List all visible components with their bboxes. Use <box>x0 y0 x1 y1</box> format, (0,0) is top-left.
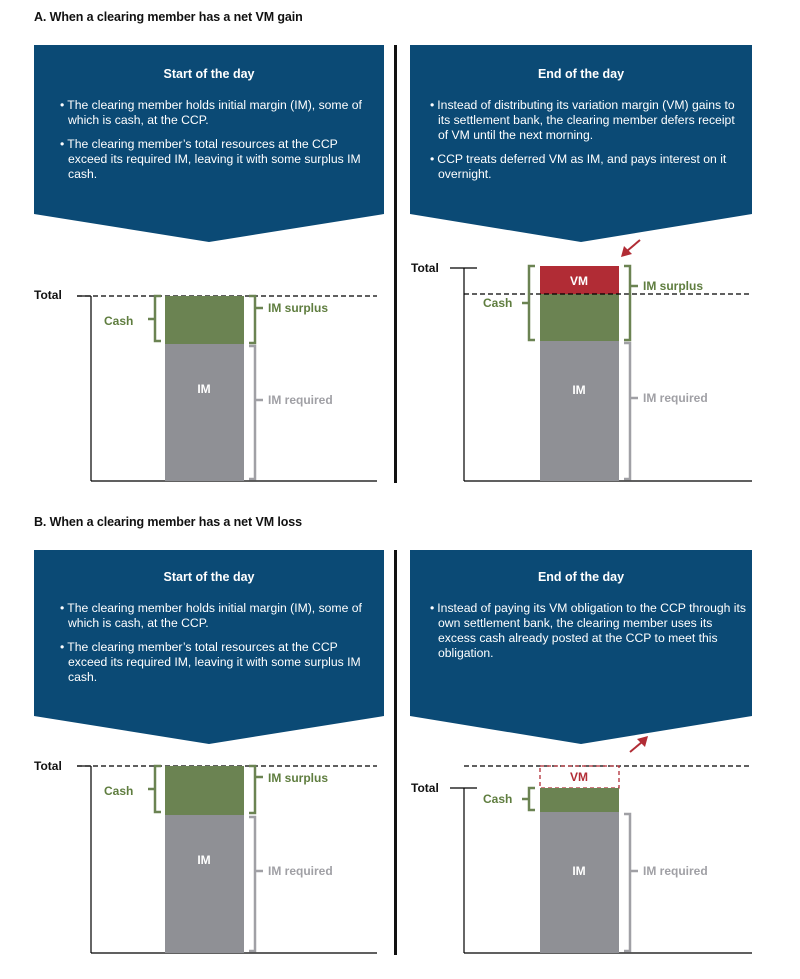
im-label: IM <box>572 383 586 397</box>
im-label: IM <box>197 382 211 396</box>
bullet-text: • The clearing member’s total resources at the CCP exceed its required IM, leaving it with some surplus IM cash. <box>60 640 370 685</box>
im-required-brace <box>624 814 638 951</box>
total-label: Total <box>34 288 62 302</box>
bullet-text: • The clearing member’s total resources at the CCP exceed its required IM, leaving it with some surplus IM cash. <box>60 137 365 182</box>
cash-bar <box>165 296 244 344</box>
box-bullets <box>430 601 748 670</box>
im-required-label: IM required <box>643 391 708 405</box>
im-label: IM <box>197 853 211 867</box>
im-required-label: IM required <box>268 393 333 407</box>
im-bar <box>165 344 244 481</box>
arrow-in <box>627 240 640 251</box>
im-surplus-label: IM surplus <box>268 301 329 315</box>
box-heading: Start of the day <box>163 570 255 584</box>
cash-brace <box>148 766 161 812</box>
chart-a-end <box>450 240 752 481</box>
total-label: Total <box>411 261 439 275</box>
im-surplus-brace <box>249 296 263 343</box>
bullet-text: • Instead of paying its VM obligation to the CCP through its own settlement bank, the clearing member uses its excess cash already posted at the CCP to meet this obligation. <box>430 601 748 661</box>
im-required-brace <box>249 346 263 479</box>
im-required-brace <box>249 817 263 951</box>
bullet-text: • CCP treats deferred VM as IM, and pays interest on it overnight. <box>430 152 735 182</box>
im-bar <box>540 812 619 953</box>
box-heading: End of the day <box>537 570 625 584</box>
cash-brace <box>522 266 535 340</box>
box-heading: Start of the day <box>163 67 255 81</box>
arrow-out <box>630 742 642 752</box>
section-b-title: B. When a clearing member has a net VM loss <box>34 515 303 529</box>
cash-bar <box>165 766 244 815</box>
im-bar <box>540 341 619 481</box>
box-bullets <box>60 98 365 191</box>
im-label: IM <box>572 864 586 878</box>
box-bullets <box>430 98 735 191</box>
cash-label: Cash <box>104 784 134 798</box>
vm-label: VM <box>570 770 588 784</box>
im-surplus-brace <box>624 266 638 340</box>
total-label: Total <box>411 781 439 795</box>
cash-label: Cash <box>483 792 513 806</box>
bullet-text: • Instead of distributing its variation margin (VM) gains to its settlement bank, the clearing member defers receipt of VM until the next morning. <box>430 98 735 143</box>
cash-label: Cash <box>483 296 513 310</box>
im-surplus-label: IM surplus <box>643 279 704 293</box>
vm-label: VM <box>570 274 588 288</box>
cash-label: Cash <box>104 314 134 328</box>
section-a-title: A. When a clearing member has a net VM gain <box>34 10 303 24</box>
im-surplus-brace <box>249 766 263 813</box>
total-label: Total <box>34 759 62 773</box>
bullet-text: • The clearing member holds initial margin (IM), some of which is cash, at the CCP. <box>60 601 370 631</box>
box-bullets <box>60 601 370 694</box>
im-required-label: IM required <box>268 864 333 878</box>
im-required-brace <box>624 343 638 479</box>
cash-bar <box>540 788 619 812</box>
cash-bar <box>540 294 619 341</box>
cash-brace <box>148 296 161 341</box>
im-required-label: IM required <box>643 864 708 878</box>
bullet-text: • The clearing member holds initial margin (IM), some of which is cash, at the CCP. <box>60 98 365 128</box>
box-heading: End of the day <box>537 67 625 81</box>
cash-brace <box>522 788 535 810</box>
im-bar <box>165 815 244 953</box>
im-surplus-label: IM surplus <box>268 771 329 785</box>
chart-b-end <box>450 736 752 953</box>
